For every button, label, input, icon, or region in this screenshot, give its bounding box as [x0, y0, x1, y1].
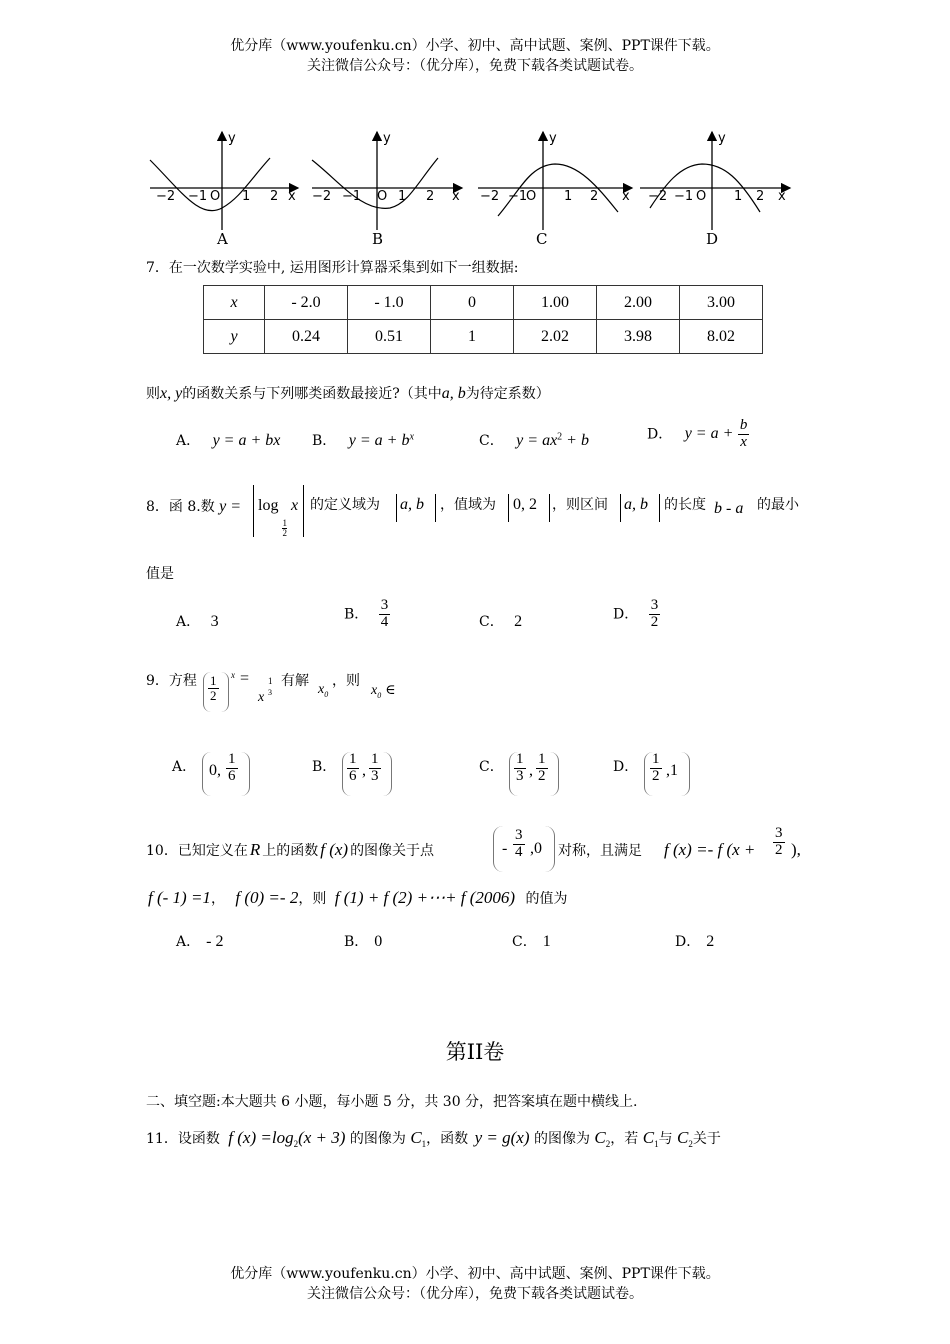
- q8-interval-text: ，则区间: [552, 497, 608, 513]
- graph-b-tick: 1: [398, 189, 407, 204]
- graph-d-tick: −1: [674, 189, 694, 204]
- graph-d-tick: 1: [734, 189, 743, 204]
- q8-stem-cont: 值是: [146, 566, 174, 582]
- graph-b-tick: −1: [342, 189, 362, 204]
- q8-stem: 8．函 8.数 y =: [146, 498, 242, 515]
- q9-x0: $x_0$: [318, 682, 329, 699]
- q7-option-a[interactable]: A． y = a + bx: [176, 432, 281, 449]
- graph-d-tick: 2: [756, 189, 765, 204]
- graph-c: [478, 131, 632, 248]
- table-cell: 2.00: [597, 286, 680, 320]
- q9-option-c[interactable]: C．: [479, 759, 504, 775]
- q10-point-frac: $\frac{3}{4}$: [515, 827, 523, 860]
- q8-option-d[interactable]: D． $\frac{3}{2}$: [613, 597, 659, 630]
- q9-rhs-num: 1: [268, 676, 273, 686]
- graph-c-tick: 2: [590, 189, 599, 204]
- table-cell: - 1.0: [348, 286, 431, 320]
- graph-d-label: D: [706, 230, 719, 248]
- table-cell: 3.98: [597, 320, 680, 354]
- q7-stem: 7．在一次数学实验中, 运用图形计算器采集到如下一组数据:: [146, 260, 519, 276]
- q9-half: $\frac{1}{2}$: [210, 673, 217, 703]
- table-cell: y: [204, 320, 265, 354]
- q9-then: ，则: [332, 673, 360, 689]
- q10-option-d[interactable]: D． 2: [675, 933, 715, 950]
- section-title: 第II卷: [445, 1040, 505, 1064]
- q8-range: 0, 2: [513, 496, 537, 513]
- q10-satisfy: 对称，且满足: [558, 843, 642, 859]
- q9-option-b[interactable]: B．: [312, 759, 337, 775]
- q7-question: 则x, y的函数关系与下列哪类函数最接近?（其中a, b为待定系数）: [146, 385, 550, 402]
- graph-b-origin: O: [377, 189, 388, 204]
- fill-in-intro: 二、填空题:本大题共 6 小题，每小题 5 分，共 30 分，把答案填在题中横线上.: [146, 1094, 638, 1110]
- q7-data-table: [203, 285, 763, 354]
- q9-eq: =: [240, 670, 250, 687]
- table-cell: x: [204, 286, 265, 320]
- graph-a: [150, 131, 298, 248]
- q9-sup-x: x: [231, 670, 235, 680]
- q8-domain: a, b: [400, 496, 424, 513]
- abs-bar-right: [303, 485, 304, 537]
- q9-prefix: 9．方程: [146, 673, 197, 689]
- q11-stem: 11．设函数 f $(x) =\log_2(x + 3)$ 的图像为 $C_1$，函数 y = g(x) 的图像为 $C_2$，若 $C_1$与 $C_2$关于: [146, 1128, 721, 1149]
- q7-option-c[interactable]: C． $y = ax^2 + b$: [479, 431, 589, 449]
- table-cell: - 2.0: [265, 286, 348, 320]
- table-cell: 1.00: [514, 286, 597, 320]
- graph-b-label: B: [372, 230, 384, 248]
- graph-b-tick: −2: [312, 189, 332, 204]
- graph-a-tick: 1: [242, 189, 251, 204]
- graph-c-tick: 1: [564, 189, 573, 204]
- graph-b-tick: 2: [426, 189, 435, 204]
- graph-a-origin: O: [210, 189, 221, 204]
- abs-bar-left: [253, 485, 254, 537]
- page-footer: [0, 1264, 950, 1304]
- table-cell: 8.02: [680, 320, 763, 354]
- q8-interval: a, b: [624, 496, 648, 513]
- footer-line-1: 优分库（www.youfenku.cn）小学、初中、高中试题、案例、PPT课件下载。: [230, 1266, 720, 1282]
- q10-stem: 10．已知定义在 R 上的函数 f (x) 的图像关于点: [146, 840, 435, 859]
- q10-relation: f (x) =- f (x +: [664, 840, 756, 859]
- q8-min-text: 的最小: [757, 497, 799, 513]
- graph-c-y: y: [549, 131, 557, 146]
- q10-option-c[interactable]: C． 1: [512, 933, 551, 950]
- table-cell: 0.24: [265, 320, 348, 354]
- table-row: [204, 320, 763, 354]
- table-row: [204, 286, 763, 320]
- header-line-1: 优分库（www.youfenku.cn）小学、初中、高中试题、案例、PPT课件下载。: [230, 38, 720, 54]
- function-graphs: [140, 120, 800, 250]
- q8-option-a[interactable]: A． 3: [176, 613, 219, 630]
- q10-option-a[interactable]: A． - 2: [176, 933, 224, 950]
- q9-rhs-base: x: [258, 690, 265, 705]
- q9-option-a[interactable]: A．: [172, 759, 197, 775]
- q8-range-text: ，值域为: [440, 497, 496, 513]
- log-expression: log $\frac{1}{2}$ x: [258, 497, 299, 538]
- graph-b-x: x: [452, 189, 460, 204]
- graph-a-tick: −2: [156, 189, 176, 204]
- table-cell: 2.02: [514, 320, 597, 354]
- q9-rhs-exp: 3: [268, 688, 272, 697]
- q9-has-sol: 有解: [281, 673, 309, 689]
- q10-option-b[interactable]: B． 0: [344, 933, 383, 950]
- graph-a-y: y: [228, 131, 236, 146]
- graph-c-tick: −2: [480, 189, 500, 204]
- graph-d-y: y: [718, 131, 726, 146]
- graph-a-x: x: [288, 189, 296, 204]
- q8-length-expr: b - a: [714, 500, 744, 517]
- q8-length-text: 的长度: [664, 497, 706, 513]
- page-header: [0, 36, 950, 76]
- q10-line2: f (- 1) =1， f (0) =- 2，则 f (1) + f (2) +⋯+ f (2006) 的值为: [148, 888, 568, 907]
- graph-a-tick: −1: [188, 189, 208, 204]
- graph-b-y: y: [383, 131, 391, 146]
- q7-option-d[interactable]: D． y = a + $\frac{b}{x}$: [647, 417, 748, 450]
- graph-c-label: C: [536, 230, 548, 248]
- graph-d-origin: O: [696, 189, 707, 204]
- header-line-2: 关注微信公众号：（优分库），免费下载各类试题试卷。: [307, 58, 643, 74]
- table-cell: 0.51: [348, 320, 431, 354]
- q7-option-b[interactable]: B． $y = a + b^x$: [312, 431, 414, 449]
- graph-d-x: x: [778, 189, 786, 204]
- footer-line-2: 关注微信公众号：（优分库），免费下载各类试题试卷。: [307, 1286, 643, 1302]
- graph-d-tick: −2: [648, 189, 668, 204]
- q8-option-b[interactable]: B． $\frac{3}{4}$: [344, 597, 389, 630]
- graph-c-x: x: [622, 189, 630, 204]
- graph-d: [640, 131, 790, 248]
- q9-x0b: $x_0$ ∈: [371, 683, 396, 700]
- graph-b: [312, 131, 462, 248]
- graph-c-tick: −1: [508, 189, 528, 204]
- q8-domain-text: 的定义域为: [310, 497, 380, 513]
- graph-a-label: A: [217, 230, 228, 248]
- table-cell: 3.00: [680, 286, 763, 320]
- table-cell: 0: [431, 286, 514, 320]
- table-cell: 1: [431, 320, 514, 354]
- graph-a-tick: 2: [270, 189, 279, 204]
- q10-relation-frac: $\frac{3}{2}$: [775, 825, 783, 858]
- graph-c-origin: O: [526, 189, 537, 204]
- q9-option-d[interactable]: D．: [613, 759, 639, 775]
- q8-option-c[interactable]: C． 2: [479, 613, 523, 630]
